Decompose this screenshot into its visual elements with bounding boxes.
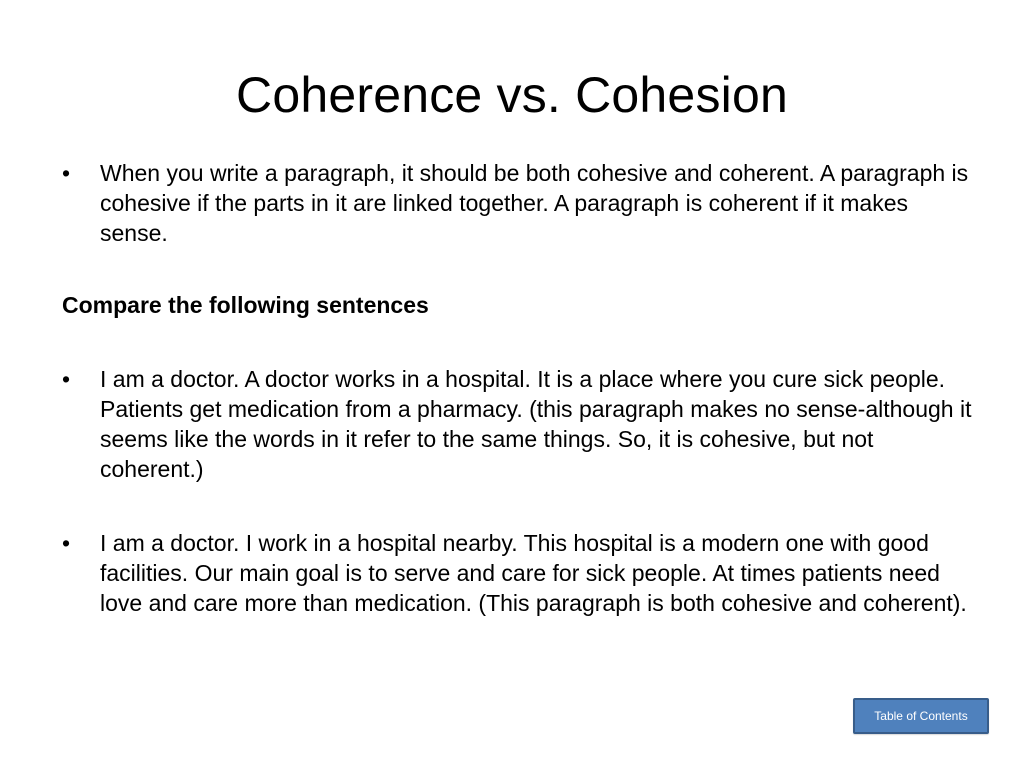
intro-bullet-text: When you write a paragraph, it should be both cohesive and coherent. A paragraph is cohesive if the parts in it are linked together. A paragraph is coherent if it makes sense. xyxy=(100,160,969,246)
section-subheading: Compare the following sentences xyxy=(62,292,429,318)
bullet-dot-icon: • xyxy=(62,160,71,186)
bullet-dot-icon: • xyxy=(62,530,71,556)
bullet-dot-icon: • xyxy=(62,366,71,392)
example-bullet-cohesive xyxy=(62,364,972,484)
example-bullet-coherent-text: I am a doctor. I work in a hospital nearby. This hospital is a modern one with good facilities. Our main goal is to serve and care for sick people. At times patients need love and care more than medication. (This paragraph is both cohesive and coherent). xyxy=(100,530,967,616)
example-bullet-coherent xyxy=(62,528,972,618)
intro-bullet xyxy=(62,158,972,248)
slide-body xyxy=(62,158,972,618)
slide-title: Coherence vs. Cohesion xyxy=(236,67,788,123)
example-bullet-cohesive-text: I am a doctor. A doctor works in a hospital. It is a place where you cure sick people. Patients get medication from a pharmacy. (this paragraph makes no sense-although it seems like the words in it refer to the same things. So, it is cohesive, but not coherent.) xyxy=(100,366,972,482)
table-of-contents-button[interactable]: Table of Contents xyxy=(853,698,989,734)
